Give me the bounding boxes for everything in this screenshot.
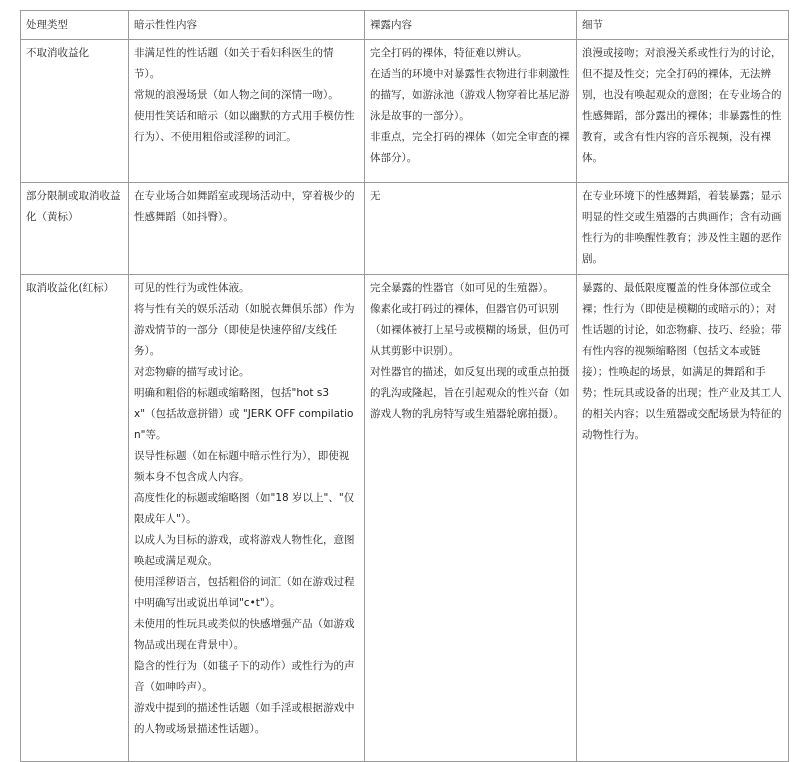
list-item: 非重点，完全打码的裸体（如完全审查的裸体部分）。 bbox=[370, 131, 570, 164]
list-item: 在专业场合如舞蹈室或现场活动中，穿着极少的性感舞蹈（如抖臀）。 bbox=[134, 190, 355, 223]
list-item: 游戏中提到的描述性话题（如手淫或根据游戏中的人物或场景描述性话题）。 bbox=[134, 702, 355, 735]
list-item: 无 bbox=[370, 190, 381, 202]
details-cell: 在专业环境下的性感舞蹈，着装暴露；显示明显的性交或生殖器的古典画作；含有动画性行为的非唤醒性教育；涉及性主题的恶作剧。 bbox=[577, 183, 789, 275]
list-item: 明确和粗俗的标题或缩略图，包括"hot s3x"（包括故意拼错）或 "JERK OFF compilation"等。 bbox=[134, 387, 354, 441]
list-item: 完全暴露的性器官（如可见的生殖器）。 bbox=[370, 282, 554, 294]
table-row bbox=[21, 275, 789, 762]
header-treatment-type: 处理类型 bbox=[21, 11, 129, 40]
treatment-type-cell: 部分限制或取消收益化（黄标） bbox=[21, 183, 129, 275]
header-details: 细节 bbox=[577, 11, 789, 40]
monetization-policy-table bbox=[20, 10, 789, 762]
details-cell: 暴露的、最低限度覆盖的性身体部位或全裸；性行为（即使是模糊的或暗示的）；对性话题的讨论，如恋物癖、技巧、经验；带有性内容的视频缩略图（包括文本或链接）；性唤起的场景，如满足的舞蹈和手势；性玩具或设备的出现；性产业及其工人的相关内容；以生殖器或交配场景为特征的动物性行为。 bbox=[577, 275, 789, 762]
list-item: 未使用的性玩具或类似的快感增强产品（如游戏物品或出现在背景中）。 bbox=[134, 618, 355, 651]
list-item: 使用淫秽语言，包括粗俗的词汇（如在游戏过程中明确写出或说出单词"c•t"）。 bbox=[134, 576, 355, 609]
list-item: 误导性标题（如在标题中暗示性行为），即使视频本身不包含成人内容。 bbox=[134, 450, 350, 483]
list-item: 将与性有关的娱乐活动（如脱衣舞俱乐部）作为游戏情节的一部分（即使是快速停留/支线任务）。 bbox=[134, 303, 355, 357]
table-row bbox=[21, 40, 789, 183]
treatment-type-cell: 取消收益化(红标） bbox=[21, 275, 129, 762]
suggestive-content-cell bbox=[129, 275, 365, 762]
suggestive-content-cell bbox=[129, 40, 365, 183]
header-suggestive-content: 暗示性性内容 bbox=[129, 11, 365, 40]
header-nudity-content: 裸露内容 bbox=[365, 11, 577, 40]
list-item: 隐含的性行为（如毯子下的动作）或性行为的声音（如呻吟声）。 bbox=[134, 660, 355, 693]
list-item: 在适当的环境中对暴露性衣物进行非刺激性的描写，如游泳池（游戏人物穿着比基尼游泳是故事的一部分）。 bbox=[370, 68, 570, 122]
treatment-type-cell: 不取消收益化 bbox=[21, 40, 129, 183]
table-header-row bbox=[21, 11, 789, 40]
nudity-content-cell bbox=[365, 183, 577, 275]
list-item: 使用性笑话和暗示（如以幽默的方式用手模仿性行为）、不使用粗俗或淫秽的词汇。 bbox=[134, 110, 355, 143]
list-item: 完全打码的裸体，特征难以辨认。 bbox=[370, 47, 528, 59]
suggestive-content-cell bbox=[129, 183, 365, 275]
policy-table-container bbox=[20, 10, 788, 762]
details-cell: 浪漫或接吻；对浪漫关系或性行为的讨论，但不提及性交；完全打码的裸体，无法辨别，也没有唤起观众的意图；在专业场合的性感舞蹈，部分露出的裸体；非暴露性的性教育，或含有性内容的音乐视频，没有裸体。 bbox=[577, 40, 789, 183]
list-item: 高度性化的标题或缩略图（如"18 岁以上"、"仅限成年人"）。 bbox=[134, 492, 355, 525]
table-row bbox=[21, 183, 789, 275]
list-item: 对恋物癖的描写或讨论。 bbox=[134, 366, 250, 378]
list-item: 可见的性行为或性体液。 bbox=[134, 282, 250, 294]
list-item: 以成人为目标的游戏，或将游戏人物性化，意图唤起或满足观众。 bbox=[134, 534, 355, 567]
list-item: 非满足性的性话题（如关于看妇科医生的情节）。 bbox=[134, 47, 334, 80]
list-item: 对性器官的描述，如反复出现的或重点拍摄的乳沟或隆起，旨在引起观众的性兴奋（如游戏人物的乳房特写或生殖器轮廓拍摄）。 bbox=[370, 366, 570, 420]
list-item: 常规的浪漫场景（如人物之间的深情一吻）。 bbox=[134, 89, 339, 101]
list-item: 像素化或打码过的裸体，但器官仍可识别（如裸体被打上星号或模糊的场景，但仍可从其剪影中识别）。 bbox=[370, 303, 570, 357]
nudity-content-cell bbox=[365, 40, 577, 183]
nudity-content-cell bbox=[365, 275, 577, 762]
